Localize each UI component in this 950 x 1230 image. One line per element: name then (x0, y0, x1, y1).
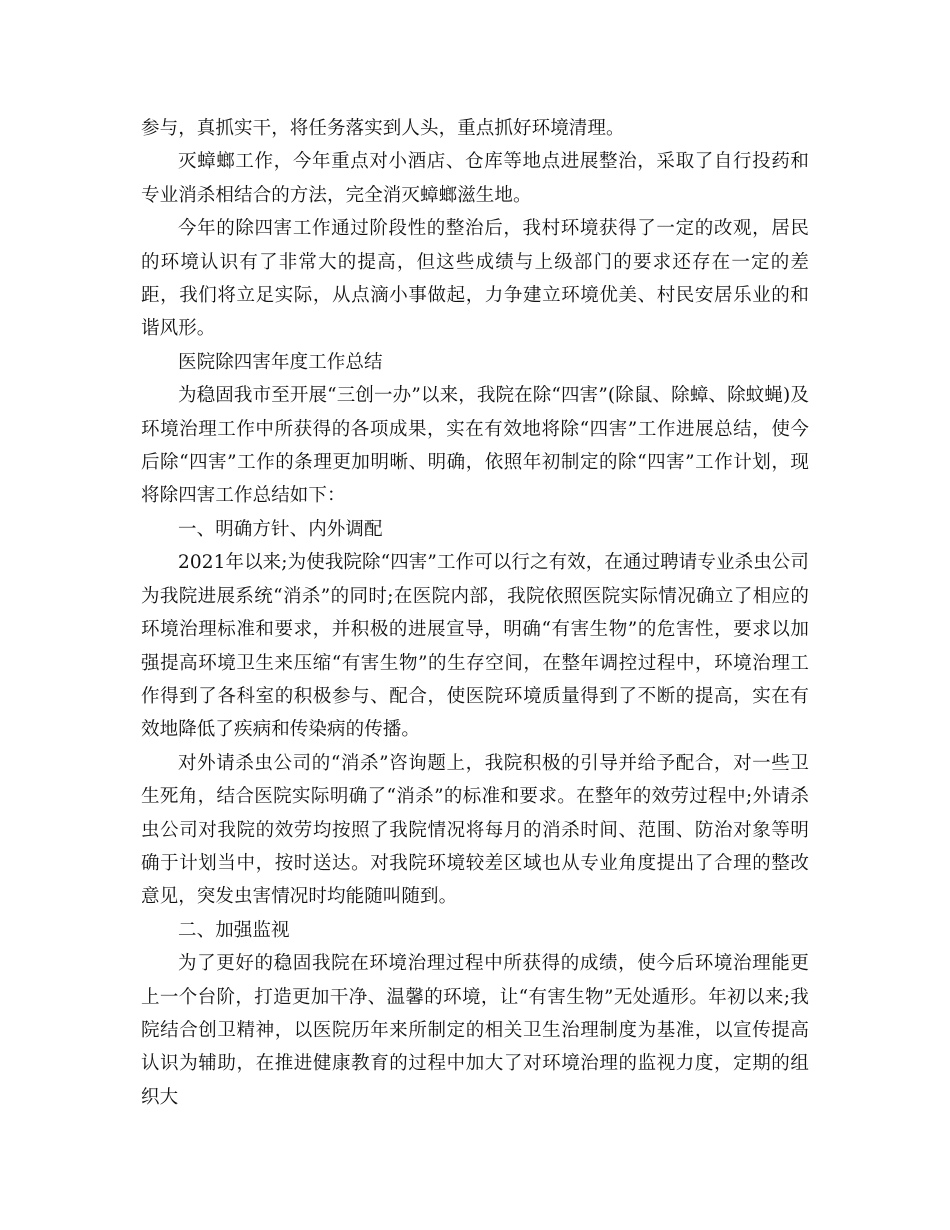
paragraph-cockroach-control: 灭蟑螂工作，今年重点对小酒店、仓库等地点进展整治，采取了自行投药和专业消杀相结合的方法，完全消灭蟑螂滋生地。 (141, 151, 809, 206)
paragraph-continuation: 参与，真抓实干，将任务落实到人头，重点抓好环境清理。 (141, 118, 625, 139)
paragraph-section-one-body: 2021年以来;为使我院除“四害”工作可以行之有效，在通过聘请专业杀虫公司为我院进展系统“消杀”的同时;在医院内部，我院依照医院实际情况确立了相应的环境治理标准和要求，并积极的进展宣导，明确“有害生物”的危害性，要求以加强提高环境卫生来压缩“有害生物”的生存空间，在整年调控过程中，环境治理工作得到了各科室的积极参与、配合，使医院环境质量得到了不断的提高，实在有效地降低了疾病和传染病的传播。 (141, 552, 809, 741)
paragraph-hospital-intro: 为稳固我市至开展“三创一办”以来，我院在除“四害”(除鼠、除蟑、除蚊蝇)及环境治理工作中所获得的各项成果，实在有效地将除“四害”工作进展总结，使今后除“四害”工作的条理更加明晰、明确，依照年初制定的除“四害”工作计划，现将除四害工作总结如下： (141, 385, 809, 507)
paragraph-village-summary: 今年的除四害工作通过阶段性的整治后，我村环境获得了一定的改观，居民的环境认识有了非常大的提高，但这些成绩与上级部门的要求还存在一定的差距，我们将立足实际，从点滴小事做起，力争建立环境优美、村民安居乐业的和谐风形。 (141, 218, 809, 340)
heading-section-two: 二、加强监视 (178, 919, 290, 941)
section-title-hospital-summary: 医院除四害年度工作总结 (178, 351, 383, 373)
paragraph-pest-company: 对外请杀虫公司的“消杀”咨询题上，我院积极的引导并给予配合，对一些卫生死角，结合医院实际明确了“消杀”的标准和要求。在整年的效劳过程中;外请杀虫公司对我院的效劳均按照了我院情况将每月的消杀时间、范围、防治对象等明确于计划当中，按时送达。对我院环境较差区域也从专业角度提出了合理的整改意见，突发虫害情况时均能随叫随到。 (141, 752, 809, 908)
document-body (141, 112, 809, 1114)
heading-section-one: 一、明确方针、内外调配 (178, 518, 383, 540)
paragraph-section-two-body: 为了更好的稳固我院在环境治理过程中所获得的成绩，使今后环境治理能更上一个台阶，打造更加干净、温馨的环境，让“有害生物”无处遁形。年初以来;我院结合创卫精神，以医院历年来所制定的相关卫生治理制度为基准，以宣传提高认识为辅助，在推进健康教育的过程中加大了对环境治理的监视力度，定期的组织大 (141, 953, 809, 1108)
